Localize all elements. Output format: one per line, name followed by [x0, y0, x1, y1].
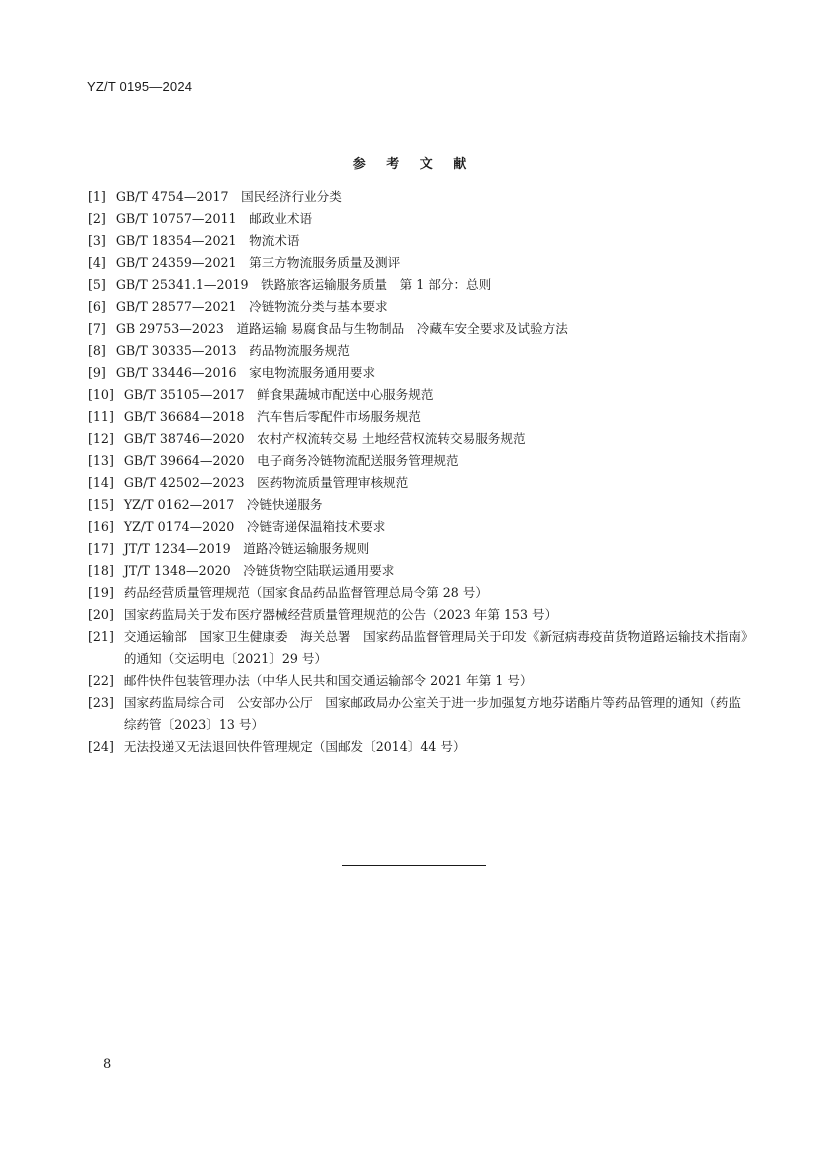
reference-item: [88, 406, 753, 428]
reference-text: GB/T 42502—2023 医药物流质量管理审核规范: [123, 475, 409, 490]
reference-text: 药品经营质量管理规范（国家食品药品监督管理总局令第 28 号）: [123, 585, 488, 600]
reference-item: [88, 626, 753, 670]
reference-list: [88, 186, 753, 758]
reference-item: [88, 186, 753, 208]
reference-text: GB/T 28577—2021 冷链物流分类与基本要求: [115, 299, 388, 314]
reference-text: GB/T 35105—2017 鲜食果蔬城市配送中心服务规范: [123, 387, 434, 402]
reference-number: [9]: [88, 365, 106, 380]
reference-item: [88, 538, 753, 560]
reference-number: [14]: [88, 475, 114, 490]
reference-text: GB 29753—2023 道路运输 易腐食品与生物制品 冷藏车安全要求及试验方法: [115, 321, 568, 336]
reference-number: [17]: [88, 541, 114, 556]
reference-number: [7]: [88, 321, 106, 336]
reference-text: GB/T 33446—2016 家电物流服务通用要求: [115, 365, 376, 380]
reference-text: GB/T 25341.1—2019 铁路旅客运输服务质量 第 1 部分：总则: [115, 277, 492, 292]
reference-text: JT/T 1348—2020 冷链货物空陆联运通用要求: [123, 563, 395, 578]
reference-item: [88, 560, 753, 582]
reference-text: GB/T 39664—2020 电子商务冷链物流配送服务管理规范: [123, 453, 459, 468]
reference-text: JT/T 1234—2019 道路冷链运输服务规则: [123, 541, 370, 556]
reference-item: [88, 362, 753, 384]
reference-item: [88, 340, 753, 362]
reference-number: [15]: [88, 497, 114, 512]
reference-number: [20]: [88, 607, 114, 622]
reference-number: [3]: [88, 233, 106, 248]
reference-item: [88, 472, 753, 494]
reference-number: [21]: [88, 629, 114, 644]
reference-number: [22]: [88, 673, 114, 688]
reference-item: [88, 384, 753, 406]
reference-item: [88, 604, 753, 626]
reference-text: YZ/T 0174—2020 冷链寄递保温箱技术要求: [123, 519, 386, 534]
reference-text: GB/T 24359—2021 第三方物流服务质量及测评: [115, 255, 401, 270]
reference-number: [6]: [88, 299, 106, 314]
end-rule: [342, 865, 486, 866]
reference-item: [88, 252, 753, 274]
page-number: 8: [103, 1057, 112, 1072]
reference-text: 国家药监局综合司 公安部办公厅 国家邮政局办公室关于进一步加强复方地芬诺酯片等药品管理的通知（药监综药管〔2023〕13 号）: [123, 695, 741, 732]
reference-item: [88, 494, 753, 516]
reference-number: [18]: [88, 563, 114, 578]
reference-item: [88, 692, 753, 736]
standard-code: YZ/T 0195—2024: [87, 79, 193, 94]
reference-item: [88, 450, 753, 472]
reference-text: GB/T 30335—2013 药品物流服务规范: [115, 343, 350, 358]
reference-number: [11]: [88, 409, 114, 424]
reference-number: [24]: [88, 739, 114, 754]
section-title: 参 考 文 献: [352, 157, 475, 172]
reference-text: 交通运输部 国家卫生健康委 海关总署 国家药品监督管理局关于印发《新冠病毒疫苗货物道路运输技术指南》的通知（交运明电〔2021〕29 号）: [123, 629, 748, 666]
reference-number: [5]: [88, 277, 106, 292]
reference-item: [88, 208, 753, 230]
reference-text: GB/T 10757—2011 邮政业术语: [115, 211, 313, 226]
reference-number: [12]: [88, 431, 114, 446]
reference-item: [88, 516, 753, 538]
reference-text: 无法投递又无法退回快件管理规定（国邮发〔2014〕44 号）: [123, 739, 466, 754]
reference-text: GB/T 18354—2021 物流术语: [115, 233, 300, 248]
reference-number: [4]: [88, 255, 106, 270]
reference-number: [23]: [88, 695, 114, 710]
reference-text: GB/T 36684—2018 汽车售后零配件市场服务规范: [123, 409, 421, 424]
reference-text: YZ/T 0162—2017 冷链快递服务: [123, 497, 323, 512]
reference-number: [16]: [88, 519, 114, 534]
reference-item: [88, 230, 753, 252]
reference-text: 国家药监局关于发布医疗器械经营质量管理规范的公告（2023 年第 153 号）: [123, 607, 558, 622]
reference-item: [88, 296, 753, 318]
reference-item: [88, 274, 753, 296]
reference-text: GB/T 4754—2017 国民经济行业分类: [115, 189, 342, 204]
reference-item: [88, 428, 753, 450]
reference-number: [2]: [88, 211, 106, 226]
reference-number: [19]: [88, 585, 114, 600]
reference-text: 邮件快件包装管理办法（中华人民共和国交通运输部令 2021 年第 1 号）: [123, 673, 533, 688]
reference-number: [1]: [88, 189, 106, 204]
reference-item: [88, 318, 753, 340]
reference-item: [88, 582, 753, 604]
reference-text: GB/T 38746—2020 农村产权流转交易 土地经营权流转交易服务规范: [123, 431, 526, 446]
reference-number: [13]: [88, 453, 114, 468]
reference-number: [10]: [88, 387, 114, 402]
reference-item: [88, 736, 753, 758]
reference-item: [88, 670, 753, 692]
reference-number: [8]: [88, 343, 106, 358]
